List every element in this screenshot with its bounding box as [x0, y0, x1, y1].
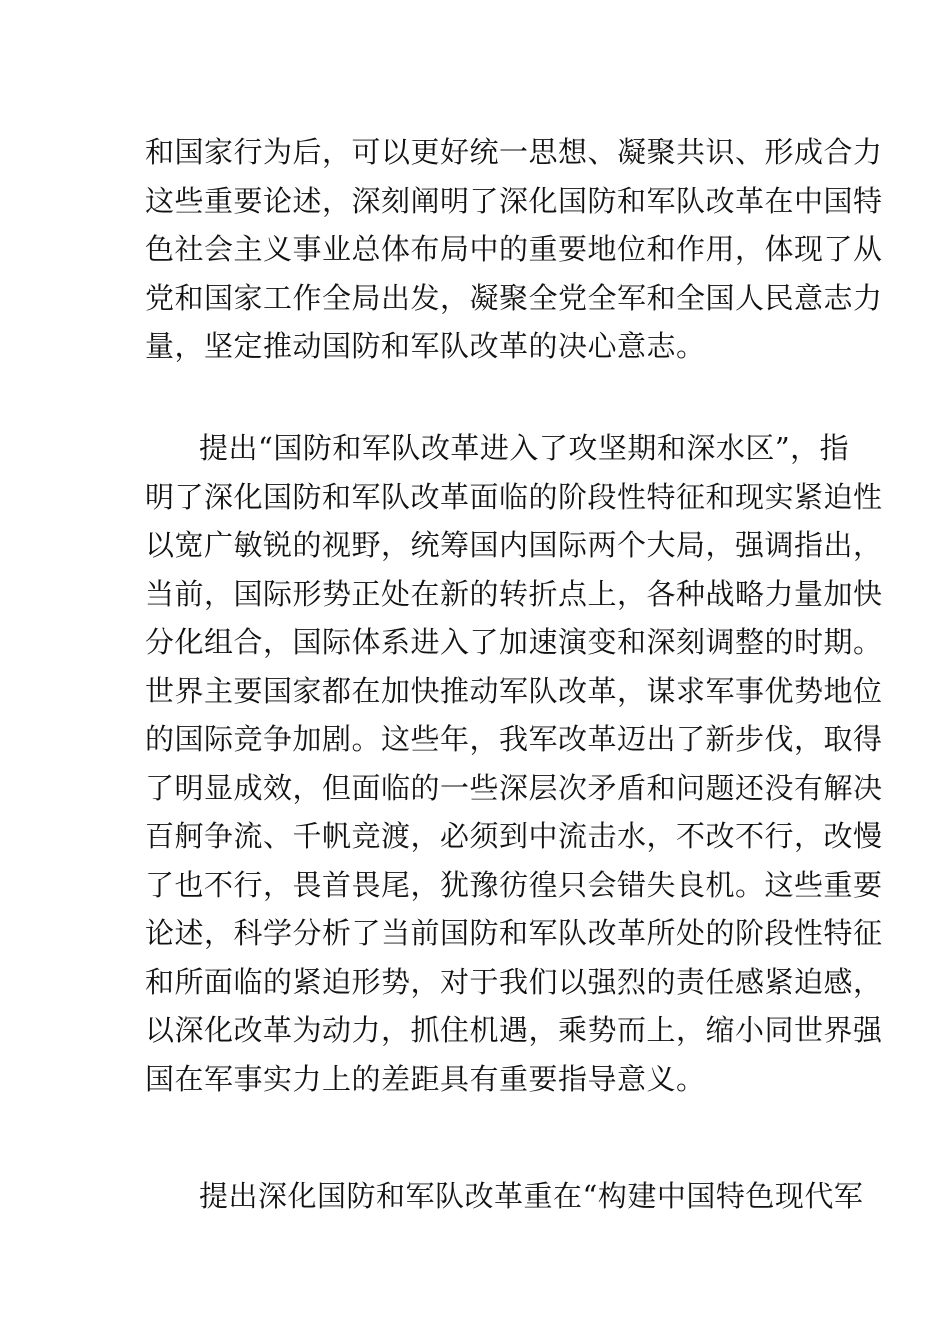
text-line: 和所面临的紧迫形势，对于我们以强烈的责任感紧迫感， [145, 964, 883, 999]
text-line: 色社会主义事业总体布局中的重要地位和作用，体现了从 [145, 232, 883, 266]
text-line: 论述，科学分析了当前国防和军队改革所处的阶段性特征 [145, 916, 883, 950]
text-line: 提出深化国防和军队改革重在“构建中国特色现代军 [199, 1179, 864, 1213]
text-line: 当前，国际形势正处在新的转折点上，各种战略力量加快 [145, 576, 883, 611]
paragraph-continuation [145, 128, 883, 371]
paragraph-next [145, 1172, 864, 1221]
text-line: 了也不行，畏首畏尾，犹豫彷徨只会错失良机。这些重要 [145, 867, 883, 902]
text-line: 党和国家工作全局出发，凝聚全党全军和全国人民意志力 [145, 280, 883, 315]
text-line: 和国家行为后，可以更好统一思想、凝聚共识、形成合力 [145, 135, 883, 169]
text-line: 了明显成效，但面临的一些深层次矛盾和问题还没有解决 [145, 770, 883, 805]
text-line: 以宽广敏锐的视野，统筹国内国际两个大局，强调指出， [145, 528, 883, 562]
text-line: 分化组合，国际体系进入了加速演变和深刻调整的时期。 [145, 625, 883, 659]
text-line: 的国际竞争加剧。这些年，我军改革迈出了新步伐，取得 [145, 722, 883, 756]
text-line: 国在军事实力上的差距具有重要指导意义。 [145, 1061, 706, 1096]
paragraph-reform-challenges [145, 424, 883, 1103]
text-line: 这些重要论述，深刻阐明了深化国防和军队改革在中国特 [145, 183, 883, 218]
text-line: 明了深化国防和军队改革面临的阶段性特征和现实紧迫性 [145, 479, 883, 514]
text-line: 提出“国防和军队改革进入了攻坚期和深水区”，指 [199, 431, 850, 465]
text-line: 百舸争流、千帆竞渡，必须到中流击水，不改不行，改慢 [145, 819, 883, 853]
text-line: 世界主要国家都在加快推动军队改革，谋求军事优势地位 [145, 673, 883, 708]
text-line: 以深化改革为动力，抓住机遇，乘势而上，缩小同世界强 [145, 1013, 883, 1047]
text-line: 量，坚定推动国防和军队改革的决心意志。 [145, 329, 706, 363]
